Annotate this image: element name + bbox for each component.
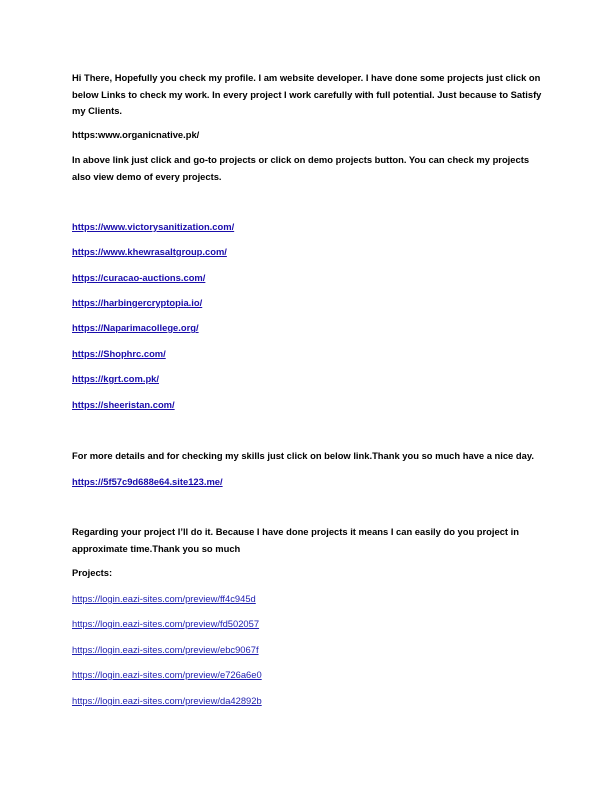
eazi-preview-link[interactable]: https://login.eazi-sites.com/preview/ff4c945d [72, 593, 256, 604]
project-link-curacao-auctions[interactable]: https://curacao-auctions.com/ [72, 272, 206, 283]
eazi-preview-link[interactable]: https://login.eazi-sites.com/preview/e726a6e0 [72, 669, 262, 680]
details-paragraph: For more details and for checking my skills just click on below link.Thank you so much have a nice day. [72, 450, 534, 461]
instructions-paragraph: In above link just click and go-to projects or click on demo projects button. You can check my projects also view demo of every projects. [72, 154, 530, 182]
project-link-shophrc[interactable]: https://Shophrc.com/ [72, 348, 166, 359]
projects-heading: Projects: [72, 567, 113, 578]
project-link-harbingercryptopia[interactable]: https://harbingercryptopia.io/ [72, 297, 203, 308]
skills-link[interactable]: https://5f57c9d688e64.site123.me/ [72, 476, 223, 487]
eazi-preview-link[interactable]: https://login.eazi-sites.com/preview/da42892b [72, 695, 262, 706]
project-link-sheeristan[interactable]: https://sheeristan.com/ [72, 399, 175, 410]
project-link-naparimacollege[interactable]: https://Naparimacollege.org/ [72, 322, 199, 333]
eazi-preview-link[interactable]: https://login.eazi-sites.com/preview/ebc9067f [72, 644, 259, 655]
project-link-victorysanitization[interactable]: https://www.victorysanitization.com/ [72, 221, 235, 232]
project-link-kgrt[interactable]: https://kgrt.com.pk/ [72, 373, 159, 384]
project-link-khewrasaltgroup[interactable]: https://www.khewrasaltgroup.com/ [72, 246, 227, 257]
regarding-paragraph: Regarding your project I’ll do it. Because I have done projects it means I can easily do you project in approximate time.Thank you so much [72, 526, 519, 554]
eazi-preview-link[interactable]: https://login.eazi-sites.com/preview/fd502057 [72, 618, 260, 629]
main-site-text: https:www.organicnative.pk/ [72, 129, 200, 140]
intro-paragraph: Hi There, Hopefully you check my profile. I am website developer. I have done some projects just click on below Links to check my work. In every project I work carefully with full potential. Just because to Satisfy my Clients. [72, 72, 542, 116]
